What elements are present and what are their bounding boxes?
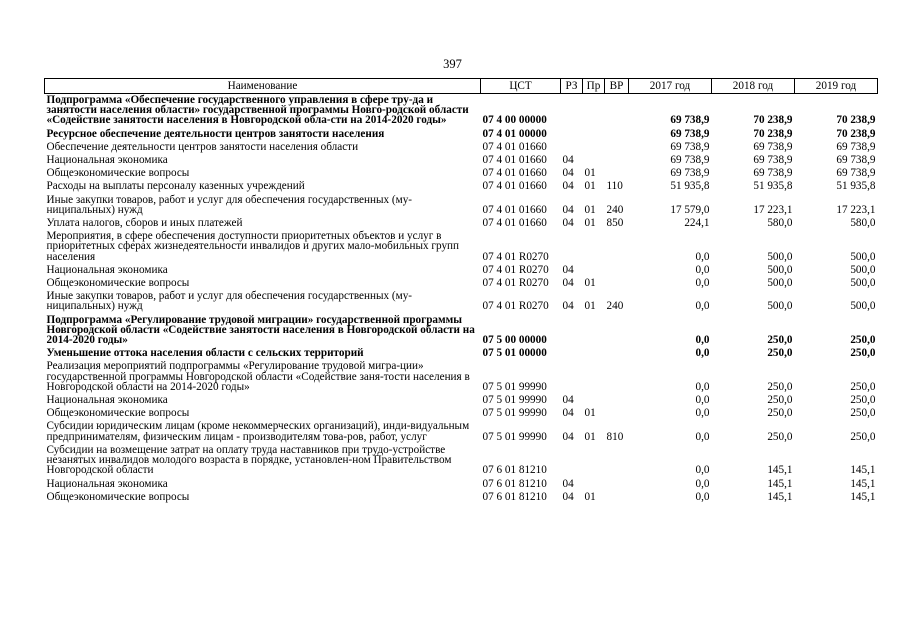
table-row (45, 128, 878, 141)
row-name: Национальная экономика (46, 263, 168, 276)
row-vr (605, 230, 629, 264)
row-value-2017: 0,0 (695, 490, 710, 503)
row-pr: 01 (584, 217, 596, 230)
budget-table (44, 78, 878, 504)
row-vr (605, 444, 629, 478)
row-rz: 04 (562, 217, 574, 230)
table-row (45, 217, 878, 230)
row-value-2018: 69 738,9 (753, 140, 793, 153)
row-pr (583, 94, 605, 128)
row-value-2018: 250,0 (767, 394, 793, 407)
row-rz (561, 314, 583, 348)
row-name: Национальная экономика (46, 394, 168, 407)
row-cst: 07 4 01 01660 (482, 140, 547, 153)
row-value-2017: 51 935,8 (670, 180, 710, 193)
row-value-2019: 500,0 (850, 250, 876, 263)
row-pr: 01 (584, 180, 596, 193)
row-value-2018: 250,0 (767, 430, 793, 443)
table-row (45, 420, 878, 443)
row-rz: 04 (562, 300, 574, 313)
row-value-2018: 145,1 (767, 490, 793, 503)
table-row (45, 314, 878, 348)
row-rz (561, 360, 583, 394)
row-cst: 07 4 01 01660 (482, 167, 547, 180)
row-rz: 04 (562, 263, 574, 276)
table-row (45, 180, 878, 193)
row-value-2017: 69 738,9 (670, 167, 710, 180)
row-value-2017: 224,1 (684, 217, 710, 230)
row-value-2017: 0,0 (695, 380, 710, 393)
row-value-2019: 69 738,9 (836, 154, 876, 167)
row-vr (605, 360, 629, 394)
row-value-2019: 500,0 (850, 263, 876, 276)
row-name: Общеэкономические вопросы (46, 277, 190, 290)
row-value-2019: 17 223,1 (836, 203, 876, 216)
table-row (45, 154, 878, 167)
row-name: Общеэкономические вопросы (46, 490, 190, 503)
row-value-2018: 145,1 (767, 464, 793, 477)
row-value-2019: 250,0 (850, 380, 876, 393)
row-value-2017: 0,0 (695, 394, 710, 407)
row-value-2017: 0,0 (695, 464, 710, 477)
row-rz: 04 (562, 203, 574, 216)
row-value-2017: 0,0 (695, 250, 710, 263)
row-value-2019: 145,1 (850, 490, 876, 503)
row-name: Ресурсное обеспечение деятельности центров занятости населения (46, 127, 385, 140)
row-value-2017: 17 579,0 (670, 203, 710, 216)
header-2017: 2017 год (629, 79, 712, 94)
table-row (45, 277, 878, 290)
row-cst: 07 5 00 00000 (482, 334, 547, 347)
header-2018: 2018 год (712, 79, 795, 94)
row-value-2018: 500,0 (767, 300, 793, 313)
row-value-2019: 250,0 (850, 347, 876, 360)
row-name: Реализация мероприятий подпрограммы «Регулирование трудовой мигра-ции» государственной программы Новгородской области «Содействие заня-тости населения в Новгородской области на 2014-2020 годы» (46, 360, 470, 393)
row-vr (605, 264, 629, 277)
row-value-2019: 51 935,8 (836, 180, 876, 193)
row-cst: 07 4 01 R0270 (482, 277, 549, 290)
row-rz: 04 (562, 490, 574, 503)
row-cst: 07 6 01 81210 (482, 490, 547, 503)
table-row (45, 394, 878, 407)
row-pr (583, 154, 605, 167)
row-pr: 01 (584, 490, 596, 503)
row-pr (583, 347, 605, 360)
row-cst: 07 4 01 01660 (482, 203, 547, 216)
row-rz (561, 128, 583, 141)
table-row (45, 347, 878, 360)
row-cst: 07 4 01 00000 (482, 127, 547, 140)
row-value-2018: 500,0 (767, 263, 793, 276)
table-row (45, 230, 878, 264)
row-value-2018: 145,1 (767, 477, 793, 490)
row-cst: 07 4 01 R0270 (482, 263, 549, 276)
row-cst: 07 4 00 00000 (482, 114, 547, 127)
row-value-2017: 0,0 (695, 277, 710, 290)
row-rz: 04 (562, 180, 574, 193)
row-cst: 07 4 01 01660 (482, 217, 547, 230)
row-cst: 07 5 01 99990 (482, 380, 547, 393)
table-row (45, 94, 878, 128)
row-rz: 04 (562, 477, 574, 490)
row-vr (605, 94, 629, 128)
row-name: Национальная экономика (46, 477, 168, 490)
row-value-2018: 69 738,9 (753, 154, 793, 167)
row-pr: 01 (584, 300, 596, 313)
row-rz: 04 (562, 394, 574, 407)
table-body (45, 94, 878, 504)
page-number: 397 (443, 57, 462, 71)
row-value-2017: 69 738,9 (670, 114, 710, 127)
row-vr (605, 277, 629, 290)
row-value-2017: 0,0 (695, 407, 710, 420)
row-value-2018: 70 238,9 (753, 114, 793, 127)
row-rz: 04 (562, 407, 574, 420)
row-value-2019: 250,0 (850, 394, 876, 407)
row-rz: 04 (562, 167, 574, 180)
row-rz (561, 94, 583, 128)
row-value-2019: 145,1 (850, 464, 876, 477)
row-rz (561, 347, 583, 360)
row-vr (605, 154, 629, 167)
row-name: Уплата налогов, сборов и иных платежей (46, 217, 243, 230)
row-rz (561, 141, 583, 154)
row-rz (561, 230, 583, 264)
table-row (45, 290, 878, 313)
row-value-2017: 0,0 (695, 263, 710, 276)
row-value-2019: 250,0 (850, 407, 876, 420)
row-vr (605, 394, 629, 407)
row-vr: 110 (606, 180, 623, 193)
row-vr: 810 (606, 430, 624, 443)
row-value-2017: 69 738,9 (670, 127, 710, 140)
table-row (45, 264, 878, 277)
row-name: Общеэкономические вопросы (46, 167, 190, 180)
row-value-2019: 145,1 (850, 477, 876, 490)
row-value-2019: 500,0 (850, 300, 876, 313)
row-vr (605, 478, 629, 491)
row-rz: 04 (562, 277, 574, 290)
header-2019: 2019 год (795, 79, 878, 94)
table-row (45, 141, 878, 154)
row-vr (605, 128, 629, 141)
row-value-2019: 69 738,9 (836, 167, 876, 180)
row-vr (605, 407, 629, 420)
row-pr: 01 (584, 407, 596, 420)
row-pr: 01 (584, 430, 596, 443)
row-pr (583, 360, 605, 394)
row-value-2017: 69 738,9 (670, 140, 710, 153)
row-name: Подпрограмма «Обеспечение государственного управления в сфере тру-да и занятости населения области» государственной программы Новго-родской области «Содействие занятости населения в Новгородской обла-сти на 2014-2020 годы» (46, 94, 469, 127)
row-vr (605, 347, 629, 360)
row-value-2018: 51 935,8 (753, 180, 793, 193)
row-value-2019: 70 238,9 (836, 114, 876, 127)
table-row (45, 491, 878, 504)
row-value-2018: 580,0 (767, 217, 793, 230)
row-cst: 07 5 01 99990 (482, 394, 547, 407)
row-pr: 01 (584, 277, 596, 290)
row-value-2017: 0,0 (695, 477, 710, 490)
row-cst: 07 5 01 99990 (482, 407, 547, 420)
row-name: Общеэкономические вопросы (46, 407, 190, 420)
row-cst: 07 5 01 99990 (482, 430, 547, 443)
row-name: Иные закупки товаров, работ и услуг для обеспечения государственных (му-ниципальных) нужд (46, 193, 413, 216)
row-cst: 07 4 01 R0270 (482, 300, 549, 313)
row-value-2018: 70 238,9 (753, 127, 793, 140)
row-rz: 04 (562, 154, 574, 167)
row-value-2019: 580,0 (850, 217, 876, 230)
row-value-2017: 69 738,9 (670, 154, 710, 167)
row-name: Обеспечение деятельности центров занятости населения области (46, 140, 359, 153)
row-pr (583, 264, 605, 277)
table-row (45, 444, 878, 478)
row-vr (605, 141, 629, 154)
row-pr (583, 128, 605, 141)
row-pr (583, 230, 605, 264)
row-value-2019: 500,0 (850, 277, 876, 290)
row-value-2017: 0,0 (695, 347, 710, 360)
row-rz: 04 (562, 430, 574, 443)
header-pr: Пр (583, 79, 605, 94)
row-name: Иные закупки товаров, работ и услуг для обеспечения государственных (му-ниципальных) нужд (46, 290, 413, 313)
table-header-row (45, 79, 878, 94)
row-cst: 07 4 01 01660 (482, 154, 547, 167)
row-cst: 07 5 01 00000 (482, 347, 547, 360)
row-vr (605, 491, 629, 504)
row-vr: 850 (606, 217, 624, 230)
row-pr (583, 314, 605, 348)
table-row (45, 360, 878, 394)
row-vr: 240 (606, 300, 624, 313)
row-value-2017: 0,0 (695, 430, 710, 443)
row-pr (583, 141, 605, 154)
header-rz: РЗ (561, 79, 583, 94)
row-value-2019: 250,0 (850, 430, 876, 443)
row-value-2018: 250,0 (767, 347, 793, 360)
row-value-2019: 250,0 (850, 334, 876, 347)
table-row (45, 194, 878, 217)
row-pr: 01 (584, 167, 596, 180)
row-cst: 07 4 01 R0270 (482, 250, 549, 263)
row-pr: 01 (584, 203, 596, 216)
row-cst: 07 6 01 81210 (482, 464, 547, 477)
row-name: Мероприятия, в сфере обеспечения доступности приоритетных объектов и услуг в приоритетных сферах жизнедеятельности инвалидов и других мало-мобильных групп населения (46, 230, 460, 263)
row-name: Субсидии на возмещение затрат на оплату труда наставников при трудо-устройстве незанятых инвалидов молодого возраста в порядке, установлен-ном Правительством Новгородской области (46, 443, 452, 477)
row-value-2018: 69 738,9 (753, 167, 793, 180)
header-vr: ВР (605, 79, 629, 94)
row-cst: 07 4 01 01660 (482, 180, 547, 193)
row-value-2019: 69 738,9 (836, 140, 876, 153)
row-pr (583, 444, 605, 478)
header-name: Наименование (45, 79, 481, 94)
table-row (45, 407, 878, 420)
row-name: Субсидии юридическим лицам (кроме некоммерческих организаций), инди-видуальным предпринимателям, физическим лицам - производителям това-ров, работ, услуг (46, 420, 470, 443)
header-cst: ЦСТ (481, 79, 561, 94)
row-value-2018: 17 223,1 (753, 203, 793, 216)
row-value-2017: 0,0 (695, 300, 710, 313)
row-vr (605, 167, 629, 180)
row-cst: 07 6 01 81210 (482, 477, 547, 490)
row-name: Расходы на выплаты персоналу казенных учреждений (46, 180, 305, 193)
row-name: Подпрограмма «Регулирование трудовой миграции» государственной программы Новгородской области «Содействие занятости населения в Новгородской области на 2014-2020 годы» (46, 313, 475, 347)
row-value-2018: 250,0 (767, 407, 793, 420)
table-row (45, 167, 878, 180)
row-pr (583, 478, 605, 491)
row-value-2017: 0,0 (695, 334, 710, 347)
table-row (45, 478, 878, 491)
row-value-2018: 250,0 (767, 334, 793, 347)
row-vr: 240 (606, 203, 624, 216)
row-pr (583, 394, 605, 407)
row-value-2019: 70 238,9 (836, 127, 876, 140)
row-vr (605, 314, 629, 348)
row-value-2018: 500,0 (767, 250, 793, 263)
row-name: Национальная экономика (46, 154, 168, 167)
row-rz (561, 444, 583, 478)
row-value-2018: 500,0 (767, 277, 793, 290)
row-name: Уменьшение оттока населения области с сельских территорий (46, 347, 364, 360)
row-value-2018: 250,0 (767, 380, 793, 393)
